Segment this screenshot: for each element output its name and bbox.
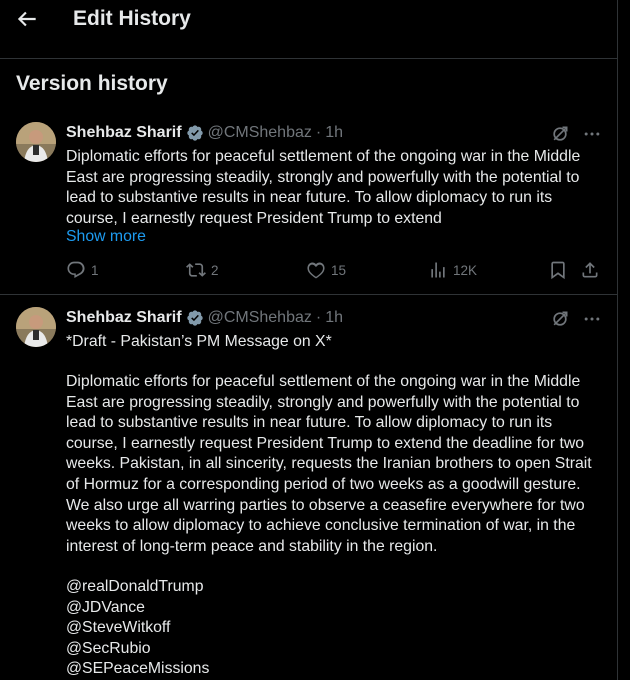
- share-button[interactable]: [580, 260, 605, 280]
- top-bar: [0, 0, 618, 42]
- share-icon: [580, 260, 600, 280]
- section-title: Version history: [16, 72, 168, 95]
- post-paragraph: Diplomatic efforts for peaceful settlement of the ongoing war in the Middle East are progressing steadily, strongly and powerfully with the potential to lead to substantive results in near future. To allow diplomacy to run its course, I earnestly request President Trump to extend the deadline for two weeks. Pakistan, in all sincerity, requests the Iranian brothers to open Strait of Hormuz for a corresponding period of two weeks as a goodwill gesture. We also urge all warring parties to observe a ceasefire everywhere for two weeks to allow diplomacy to achieve conclusive termination of war, in the interest of long-term peace and stability in the region.: [66, 373, 592, 555]
- views-icon: [428, 260, 448, 280]
- mention-link[interactable]: @SecRubio: [66, 639, 151, 657]
- mention-link[interactable]: @realDonaldTrump: [66, 578, 204, 595]
- author-name[interactable]: Shehbaz Sharif: [66, 124, 182, 141]
- post-text: Diplomatic efforts for peaceful settlement of the ongoing war in the Middle East are progressing steadily, strongly and powerfully with the potential to lead to substantive results in near future. To allow diplomacy to run its course, I earnestly request President Trump to extend: [66, 148, 581, 227]
- post-divider: [0, 294, 618, 295]
- author-row: [66, 124, 343, 142]
- repost-button[interactable]: [186, 260, 219, 280]
- separator-dot: ·: [315, 124, 322, 141]
- mention-link[interactable]: @SEPeaceMissions: [66, 660, 210, 678]
- verified-badge-icon: [186, 124, 204, 142]
- separator-dot: ·: [315, 309, 322, 326]
- show-more-link[interactable]: Show more: [66, 228, 146, 245]
- reply-icon: [66, 260, 86, 280]
- verified-badge-icon: [186, 309, 204, 327]
- header-divider: [0, 58, 618, 59]
- page-title: Edit History: [73, 7, 191, 30]
- author-name[interactable]: Shehbaz Sharif: [66, 309, 182, 326]
- post-draft-line: *Draft - Pakistan’s PM Message on X*: [66, 333, 332, 350]
- reply-count: 1: [91, 262, 99, 278]
- like-icon: [306, 260, 326, 280]
- post-actions: [66, 260, 604, 284]
- views-button[interactable]: [428, 260, 477, 280]
- view-count: 12K: [453, 262, 478, 278]
- mention-link[interactable]: @SteveWitkoff: [66, 619, 171, 637]
- more-icon[interactable]: [582, 124, 602, 144]
- mention-link[interactable]: @JDVance: [66, 598, 145, 616]
- avatar[interactable]: [16, 307, 56, 347]
- edit-history-icon[interactable]: [550, 309, 570, 329]
- repost-count: 2: [211, 262, 219, 278]
- post-top-actions: [550, 124, 602, 144]
- like-button[interactable]: [306, 260, 346, 280]
- edit-history-icon[interactable]: [550, 124, 570, 144]
- like-count: 15: [331, 262, 347, 278]
- author-row: [66, 309, 343, 327]
- mention-list: [66, 577, 604, 680]
- more-icon[interactable]: [582, 309, 602, 329]
- author-handle[interactable]: @CMShehbaz: [207, 124, 312, 141]
- bookmark-icon: [548, 260, 568, 280]
- post-time[interactable]: 1h: [325, 124, 343, 141]
- bookmark-button[interactable]: [548, 260, 573, 280]
- back-arrow-icon[interactable]: [14, 6, 40, 32]
- post-time[interactable]: 1h: [325, 309, 343, 326]
- reply-button[interactable]: [66, 260, 99, 280]
- column-border: [617, 0, 618, 680]
- avatar[interactable]: [16, 122, 56, 162]
- post-top-actions: [550, 309, 602, 329]
- repost-icon: [186, 260, 206, 280]
- author-handle[interactable]: @CMShehbaz: [207, 309, 312, 326]
